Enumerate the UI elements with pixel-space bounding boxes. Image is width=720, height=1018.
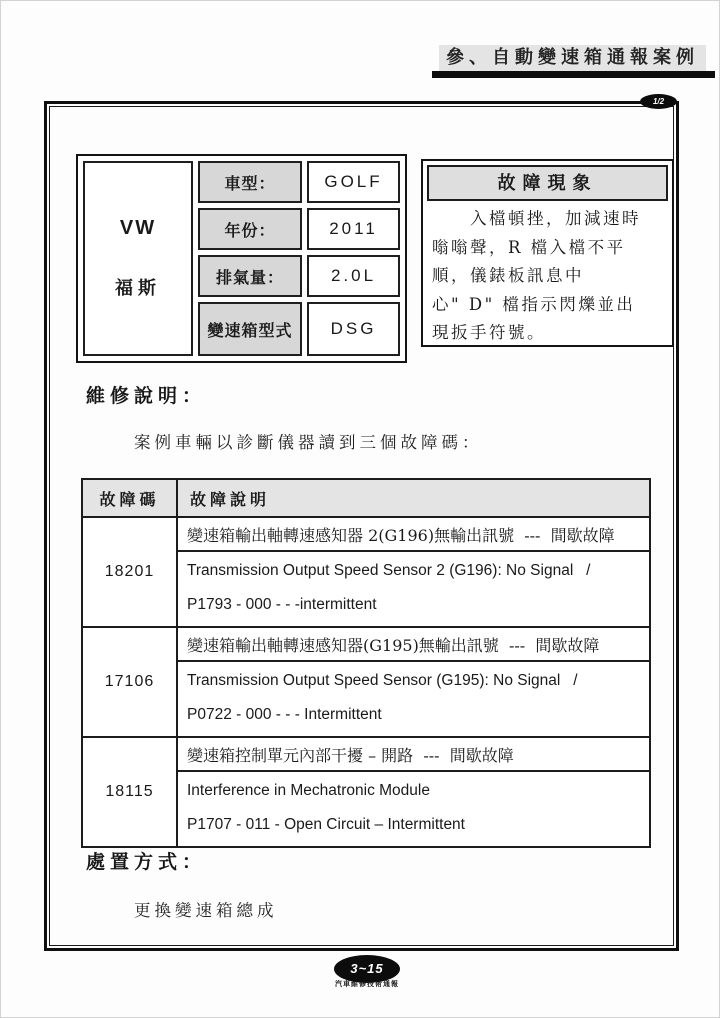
header-rule	[432, 71, 715, 78]
fault-desc-en	[177, 771, 650, 847]
column-header-desc: 故障說明	[177, 479, 650, 517]
symptom-line: 順，儀錶板訊息中	[432, 266, 584, 285]
fault-code-18115: 18115	[82, 737, 177, 847]
column-header-code: 故障碼	[82, 479, 177, 517]
symptom-line: 入檔頓挫，加減速時	[432, 209, 641, 228]
fault-desc-en-line1: Interference in Mechatronic Module	[187, 782, 430, 799]
fault-code-17106: 17106	[82, 627, 177, 737]
table-row	[82, 737, 650, 771]
symptom-box	[421, 159, 674, 347]
fault-desc-en-line2: P1707 - 011 - Open Circuit – Intermittent	[187, 816, 465, 833]
table-row	[82, 517, 650, 551]
fault-desc-zh: 變速箱輸出軸轉速感知器 2(G196)無輸出訊號 --- 間歇故障	[177, 517, 650, 551]
vehicle-displacement-label: 排氣量：	[198, 255, 302, 297]
vehicle-brand-name: 福斯	[115, 278, 161, 299]
vehicle-brand-abbr: VW	[119, 217, 157, 239]
vehicle-year-value: 2011	[307, 208, 400, 250]
fault-desc-en	[177, 551, 650, 627]
symptom-text	[427, 201, 668, 348]
symptom-line: 嗡嗡聲，R 檔入檔不平	[432, 237, 626, 257]
fault-desc-en	[177, 661, 650, 737]
vehicle-brand-cell	[83, 161, 193, 356]
fault-table-header-row	[82, 479, 650, 517]
frame-corner-badge: 1/2	[640, 94, 677, 109]
footer-caption: 汽車維修技術通報	[335, 979, 399, 988]
vehicle-model-value: GOLF	[307, 161, 400, 203]
symptom-title: 故障現象	[427, 165, 668, 201]
fault-desc-en-line2: P1793 - 000 - - -intermittent	[187, 596, 377, 613]
vehicle-spec-table	[76, 154, 407, 363]
fault-desc-en-line1: Transmission Output Speed Sensor (G195): No Signal /	[187, 672, 578, 689]
vehicle-transmission-label: 變速箱型式	[198, 302, 302, 356]
action-heading: 處置方式：	[86, 851, 207, 873]
fault-code-table	[81, 478, 651, 848]
fault-desc-en-line2: P0722 - 000 - - - Intermittent	[187, 706, 382, 723]
action-text: 更換變速箱總成	[134, 901, 278, 920]
table-row	[82, 627, 650, 661]
fault-desc-zh: 變速箱控制單元內部干擾 – 開路 --- 間歇故障	[177, 737, 650, 771]
page-title: 參、自動變速箱通報案例	[439, 45, 706, 71]
fault-desc-en-line1: Transmission Output Speed Sensor 2 (G196): No Signal /	[187, 562, 591, 579]
symptom-line: 心" D" 檔指示閃爍並出	[432, 294, 636, 314]
vehicle-year-label: 年份：	[198, 208, 302, 250]
repair-heading: 維修說明：	[86, 385, 207, 407]
repair-intro: 案例車輛以診斷儀器讀到三個故障碼：	[134, 433, 483, 452]
fault-code-18201: 18201	[82, 517, 177, 627]
page-number-badge: 3~15	[334, 955, 400, 983]
vehicle-model-label: 車型：	[198, 161, 302, 203]
symptom-line: 現扳手符號。	[432, 323, 546, 342]
vehicle-transmission-value: DSG	[307, 302, 400, 356]
vehicle-displacement-value: 2.0L	[307, 255, 400, 297]
fault-desc-zh: 變速箱輸出軸轉速感知器(G195)無輸出訊號 --- 間歇故障	[177, 627, 650, 661]
